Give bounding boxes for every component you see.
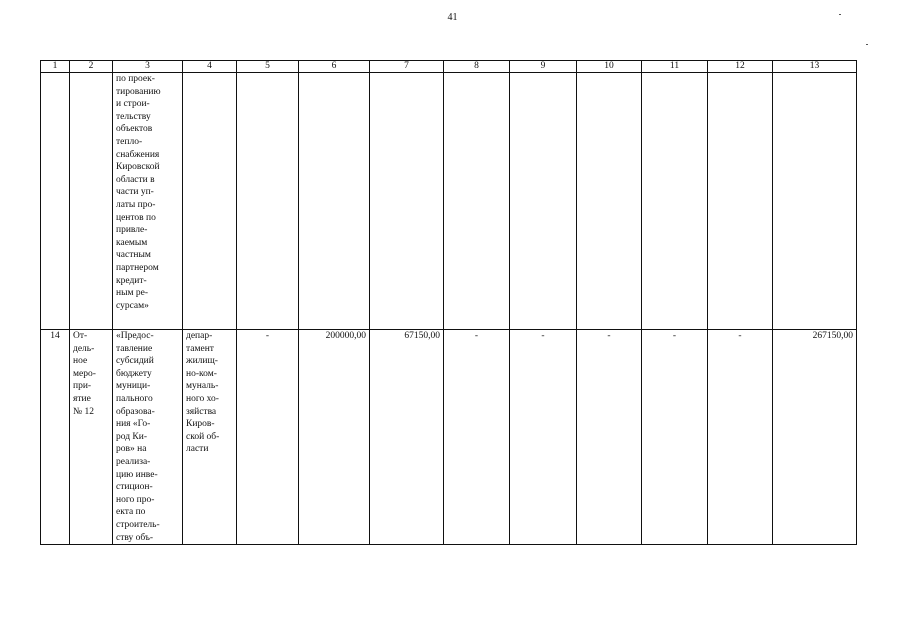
cell-col8: -	[444, 330, 510, 545]
col-header-5: 5	[237, 61, 299, 73]
col-header-1: 1	[41, 61, 70, 73]
cell-col12: -	[708, 330, 773, 545]
scan-speck	[866, 44, 868, 45]
col-header-9: 9	[510, 61, 577, 73]
col-header-4: 4	[183, 61, 237, 73]
table-row-14	[41, 330, 857, 545]
cell-row-number: 14	[41, 330, 70, 545]
cell-empty	[444, 73, 510, 330]
cell-empty	[577, 73, 642, 330]
col-header-6: 6	[299, 61, 370, 73]
col-header-10: 10	[577, 61, 642, 73]
cell-col5: -	[237, 330, 299, 545]
cell-empty	[370, 73, 444, 330]
cell-empty	[299, 73, 370, 330]
cell-col9: -	[510, 330, 577, 545]
col-header-7: 7	[370, 61, 444, 73]
cell-empty	[237, 73, 299, 330]
col-header-12: 12	[708, 61, 773, 73]
cell-measure-name: От- дель- ное меро- при- ятие № 12	[70, 330, 113, 545]
cell-measure-description: по проек- тированию и строи- тельству объектов тепло- снабжения Кировской области в части уп- латы про- центов по привле- каемым частным партнером кредит- ным ре- сурсам»	[113, 73, 183, 330]
cell-measure-description: «Предос- тавление субсидий бюджету муници- пального образова- ния «Го- род Ки- ров» на реализа- цию инве- стицион- ного про- екта по строитель- ству объ-	[113, 330, 183, 545]
scan-speck	[839, 14, 841, 15]
col-header-3: 3	[113, 61, 183, 73]
col-header-13: 13	[773, 61, 857, 73]
cell-empty	[510, 73, 577, 330]
cell-empty	[70, 73, 113, 330]
budget-table	[40, 60, 857, 545]
table-row-continuation	[41, 73, 857, 330]
col-header-8: 8	[444, 61, 510, 73]
cell-col6: 200000,00	[299, 330, 370, 545]
col-header-2: 2	[70, 61, 113, 73]
col-header-11: 11	[642, 61, 708, 73]
cell-empty	[773, 73, 857, 330]
column-number-row	[41, 61, 857, 73]
cell-empty	[183, 73, 237, 330]
page-number: 41	[447, 12, 458, 23]
cell-total: 267150,00	[773, 330, 857, 545]
cell-col7: 67150,00	[370, 330, 444, 545]
cell-empty	[708, 73, 773, 330]
cell-executor: депар- тамент жилищ- но-ком- муналь- ного хо- зяйства Киров- ской об- ласти	[183, 330, 237, 545]
cell-empty	[41, 73, 70, 330]
cell-empty	[642, 73, 708, 330]
cell-col10: -	[577, 330, 642, 545]
cell-col11: -	[642, 330, 708, 545]
